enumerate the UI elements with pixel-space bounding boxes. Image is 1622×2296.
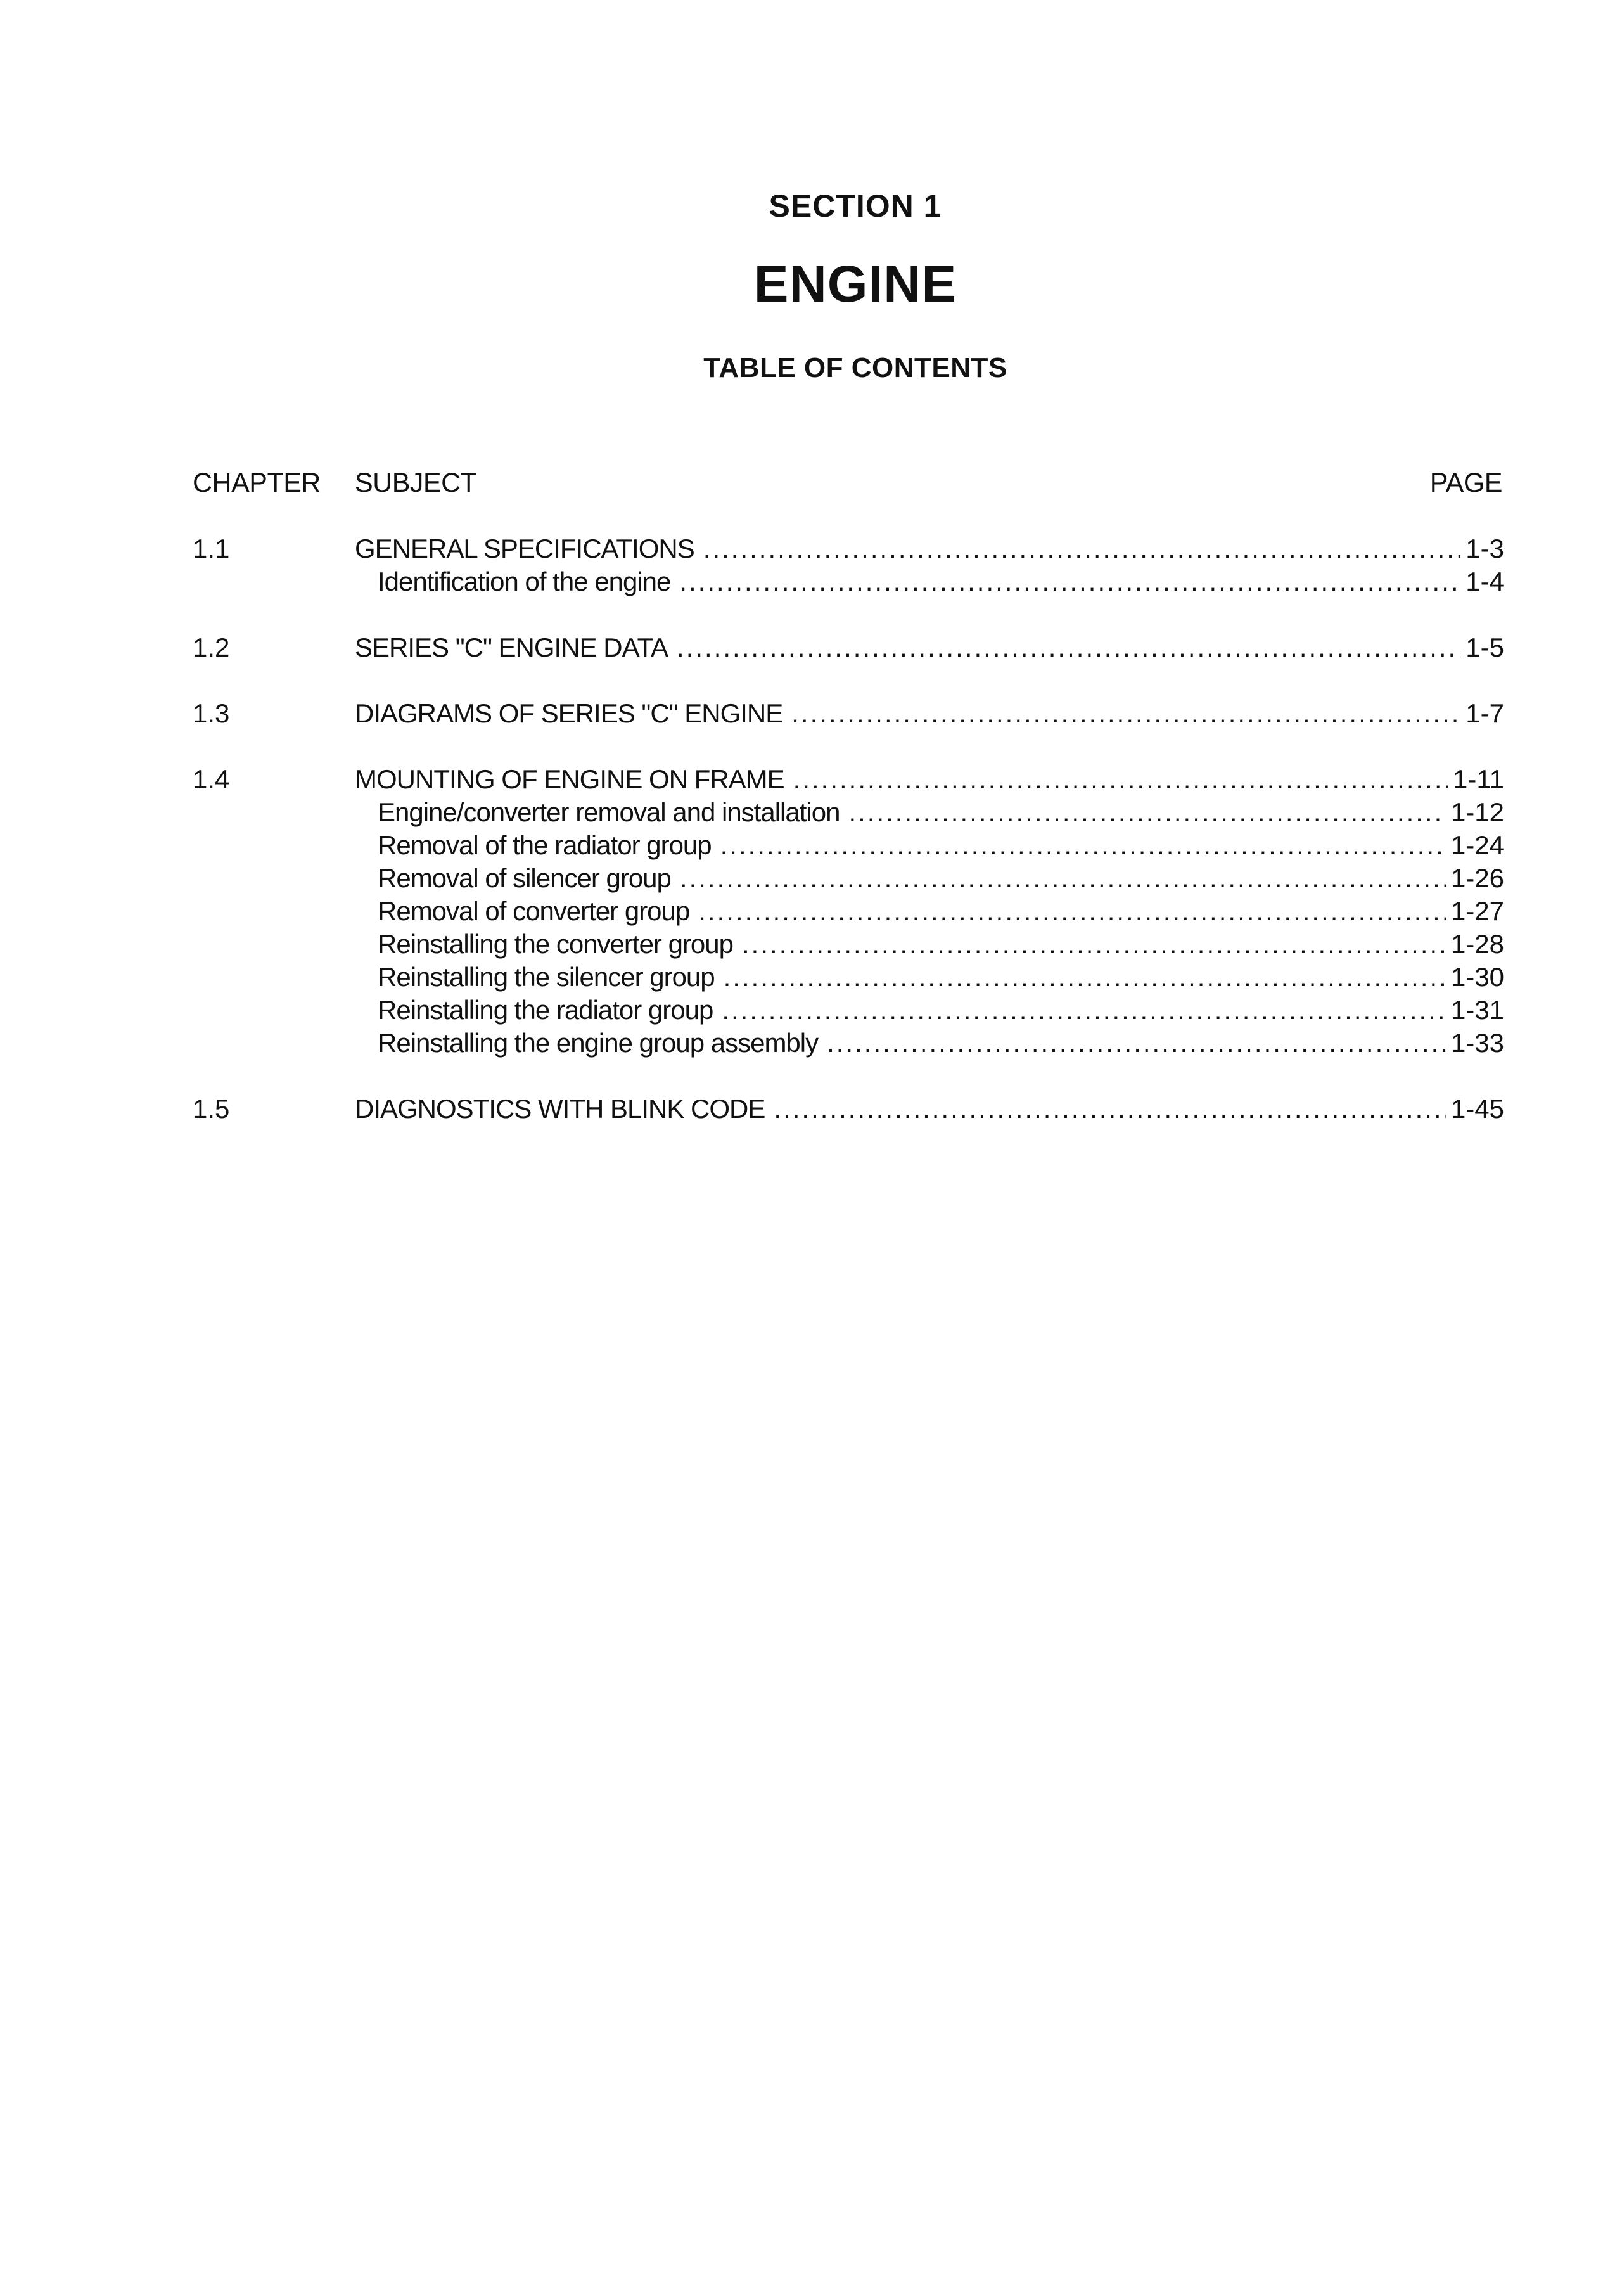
- dot-leader: [742, 928, 1446, 961]
- toc-heading: TABLE OF CONTENTS: [703, 352, 1007, 383]
- toc-entry: [193, 763, 1504, 796]
- toc-entry: [193, 1093, 1504, 1126]
- toc-entry: [193, 862, 1504, 895]
- section-label: SECTION 1: [769, 188, 942, 224]
- dot-leader: [680, 862, 1446, 895]
- toc-chapter-number: 1.4: [193, 764, 230, 794]
- dot-leader: [677, 631, 1460, 664]
- toc-page-number: 1-26: [1450, 863, 1504, 893]
- toc-subject: Engine/converter removal and installation: [378, 797, 840, 827]
- dot-leader: [791, 697, 1460, 730]
- toc-entry: [193, 1027, 1504, 1060]
- toc-subject: Removal of silencer group: [378, 863, 671, 893]
- dot-leader: [679, 565, 1460, 598]
- page-title: ENGINE: [753, 255, 957, 313]
- dot-leader: [720, 829, 1446, 862]
- toc-entry: [193, 829, 1504, 862]
- dot-leader: [724, 961, 1446, 994]
- toc-page-number: 1-11: [1453, 764, 1504, 794]
- dot-leader: [722, 994, 1446, 1027]
- toc-subject: Reinstalling the radiator group: [378, 995, 713, 1025]
- dot-leader: [827, 1027, 1446, 1060]
- toc-subject: MOUNTING OF ENGINE ON FRAME: [355, 764, 784, 794]
- toc-entry: [193, 796, 1504, 829]
- dot-leader: [774, 1093, 1446, 1126]
- toc-subject: SERIES "C" ENGINE DATA: [355, 632, 668, 662]
- toc-page-number: 1-31: [1450, 995, 1504, 1025]
- subject-column-header: SUBJECT: [355, 468, 477, 498]
- toc-subject: Removal of converter group: [378, 896, 690, 926]
- toc-entry: [193, 895, 1504, 928]
- toc-entry: [193, 961, 1504, 994]
- toc-chapter-number: 1.2: [193, 632, 230, 662]
- toc-page-number: 1-24: [1450, 830, 1504, 860]
- toc-subject: Identification of the engine: [378, 567, 671, 596]
- toc-entry: [193, 928, 1504, 961]
- chapter-column-header: CHAPTER: [193, 468, 321, 498]
- toc-page-number: 1-27: [1450, 896, 1504, 926]
- toc-page-number: 1-5: [1466, 632, 1504, 662]
- dot-leader: [848, 796, 1446, 829]
- toc-page-number: 1-4: [1466, 567, 1504, 596]
- page-column-header: PAGE: [1429, 468, 1502, 498]
- toc-page-number: 1-30: [1450, 962, 1504, 992]
- toc-page-number: 1-7: [1466, 698, 1504, 728]
- toc-chapter-number: 1.5: [193, 1094, 230, 1124]
- toc-subject: GENERAL SPECIFICATIONS: [355, 534, 694, 563]
- toc-page-number: 1-33: [1450, 1028, 1504, 1058]
- toc-chapter-number: 1.1: [193, 534, 230, 563]
- toc-subject: Reinstalling the converter group: [378, 929, 734, 959]
- toc-subject: DIAGRAMS OF SERIES "C" ENGINE: [355, 698, 783, 728]
- toc-page-number: 1-12: [1450, 797, 1504, 827]
- dot-leader: [703, 532, 1461, 565]
- toc-page-number: 1-3: [1466, 534, 1504, 563]
- toc-subject: Reinstalling the silencer group: [378, 962, 715, 992]
- toc-entry: [193, 565, 1504, 598]
- toc-chapter-number: 1.3: [193, 698, 230, 728]
- dot-leader: [698, 895, 1446, 928]
- toc-entry: [193, 631, 1504, 664]
- toc-subject: DIAGNOSTICS WITH BLINK CODE: [355, 1094, 765, 1124]
- toc-entry: [193, 532, 1504, 565]
- dot-leader: [793, 763, 1448, 796]
- toc-entry: [193, 697, 1504, 730]
- toc-subject: Removal of the radiator group: [378, 830, 712, 860]
- toc-page-number: 1-28: [1450, 929, 1504, 959]
- toc-subject: Reinstalling the engine group assembly: [378, 1028, 819, 1058]
- toc-entry: [193, 994, 1504, 1027]
- toc-page-number: 1-45: [1450, 1094, 1504, 1124]
